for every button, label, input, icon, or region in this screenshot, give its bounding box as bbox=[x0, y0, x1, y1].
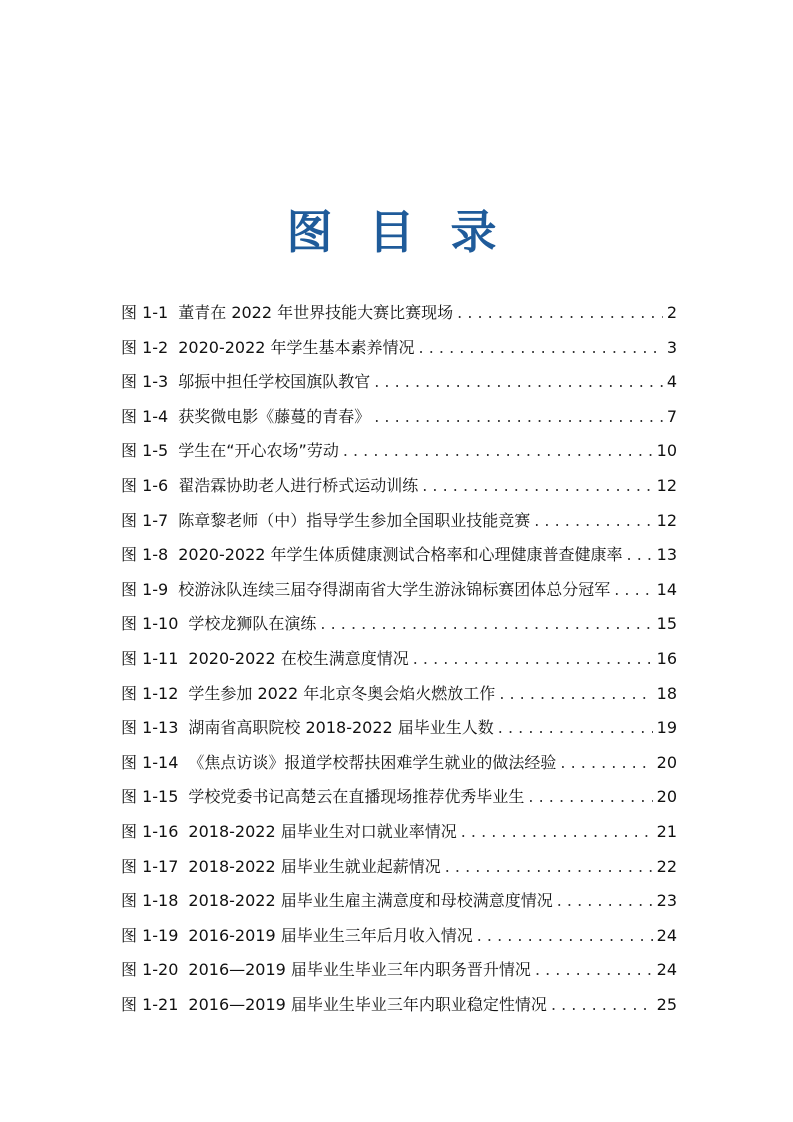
page-number: 25 bbox=[656, 994, 677, 1014]
figure-number: 图 1-12 bbox=[121, 683, 179, 703]
dot-leader bbox=[422, 469, 652, 504]
toc-entry-label bbox=[121, 607, 316, 642]
figure-caption: 获奖微电影《藤蔓的青春》 bbox=[178, 406, 371, 426]
page-number: 23 bbox=[656, 891, 677, 911]
figure-number: 图 1-5 bbox=[121, 441, 169, 461]
dot-leader bbox=[551, 988, 653, 1023]
toc-entry-label bbox=[121, 538, 623, 573]
figure-caption: 2020-2022 年学生基本素养情况 bbox=[178, 337, 415, 357]
toc-entry[interactable] bbox=[121, 988, 677, 1023]
dot-leader bbox=[627, 538, 653, 573]
dot-leader bbox=[457, 296, 663, 331]
toc-entry-label bbox=[121, 780, 524, 815]
toc-entry-label bbox=[121, 573, 610, 608]
figure-caption: 《焦点访谈》报道学校帮扶困难学生就业的做法经验 bbox=[188, 752, 557, 772]
dot-leader bbox=[557, 884, 653, 919]
toc-entry[interactable] bbox=[121, 400, 677, 435]
figure-number: 图 1-17 bbox=[121, 856, 179, 876]
toc-entry[interactable] bbox=[121, 884, 677, 919]
page-number: 2 bbox=[666, 303, 677, 322]
toc-entry[interactable] bbox=[121, 331, 677, 366]
figure-caption: 学生在“开心农场”劳动 bbox=[178, 441, 339, 461]
toc-entry-label bbox=[121, 365, 370, 400]
page-number: 19 bbox=[656, 718, 677, 738]
figure-caption: 2018-2022 届毕业生就业起薪情况 bbox=[188, 856, 441, 876]
dot-leader bbox=[419, 331, 663, 366]
dot-leader bbox=[528, 780, 652, 815]
figure-caption: 校游泳队连续三届夺得湖南省大学生游泳锦标赛团体总分冠军 bbox=[178, 579, 611, 599]
dot-leader bbox=[343, 434, 653, 469]
toc-entry-label bbox=[121, 815, 457, 850]
dot-leader bbox=[445, 850, 653, 885]
dot-leader bbox=[320, 607, 652, 642]
toc-entry[interactable] bbox=[121, 746, 677, 781]
toc-entry-label bbox=[121, 504, 530, 539]
dot-leader bbox=[560, 746, 652, 781]
figure-caption: 2016—2019 届毕业生毕业三年内职务晋升情况 bbox=[188, 960, 531, 980]
figure-caption: 学校党委书记高楚云在直播现场推荐优秀毕业生 bbox=[188, 787, 525, 807]
page-number: 12 bbox=[656, 475, 677, 495]
toc-entry[interactable] bbox=[121, 711, 677, 746]
dot-leader bbox=[498, 711, 653, 746]
figure-number: 图 1-7 bbox=[121, 510, 169, 530]
toc-entry-label bbox=[121, 469, 418, 504]
figure-caption: 2020-2022 在校生满意度情况 bbox=[188, 648, 409, 668]
figure-number: 图 1-10 bbox=[121, 614, 179, 634]
page-number: 14 bbox=[656, 579, 677, 599]
figure-caption: 学生参加 2022 年北京冬奥会焰火燃放工作 bbox=[188, 683, 496, 703]
toc-entry[interactable] bbox=[121, 919, 677, 954]
toc-entry-label bbox=[121, 711, 494, 746]
figure-caption: 2018-2022 届毕业生雇主满意度和母校满意度情况 bbox=[188, 891, 553, 911]
figure-number: 图 1-2 bbox=[121, 337, 169, 357]
dot-leader bbox=[413, 642, 653, 677]
figure-caption: 董青在 2022 年世界技能大赛比赛现场 bbox=[178, 303, 454, 322]
figure-number: 图 1-18 bbox=[121, 891, 179, 911]
toc-entry-label bbox=[121, 434, 339, 469]
page-number: 18 bbox=[656, 683, 677, 703]
toc-entry[interactable] bbox=[121, 296, 677, 331]
toc-entry-label bbox=[121, 400, 370, 435]
toc-entry-label bbox=[121, 850, 441, 885]
figure-caption: 陈章黎老师（中）指导学生参加全国职业技能竞赛 bbox=[178, 510, 531, 530]
page-number: 4 bbox=[666, 372, 677, 392]
toc-entry-label bbox=[121, 988, 547, 1023]
toc-entry-label bbox=[121, 953, 531, 988]
page-number: 13 bbox=[656, 545, 677, 565]
toc-entry[interactable] bbox=[121, 815, 677, 850]
figure-caption: 湖南省高职院校 2018-2022 届毕业生人数 bbox=[188, 718, 494, 738]
page-number: 10 bbox=[656, 441, 677, 461]
figure-caption: 2018-2022 届毕业生对口就业率情况 bbox=[188, 821, 457, 841]
figure-number: 图 1-3 bbox=[121, 372, 169, 392]
figure-number: 图 1-8 bbox=[121, 545, 169, 565]
figure-caption: 邬振中担任学校国旗队教官 bbox=[178, 372, 371, 392]
figure-caption: 2016-2019 届毕业生三年后月收入情况 bbox=[188, 925, 473, 945]
figure-number: 图 1-4 bbox=[121, 406, 169, 426]
dot-leader bbox=[374, 400, 663, 435]
page-number: 22 bbox=[656, 856, 677, 876]
page-number: 12 bbox=[656, 510, 677, 530]
figure-number: 图 1-1 bbox=[121, 303, 169, 322]
toc-entry[interactable] bbox=[121, 538, 677, 573]
toc-entry-label bbox=[121, 296, 453, 331]
dot-leader bbox=[534, 504, 652, 539]
toc-entry-label bbox=[121, 331, 415, 366]
figure-caption: 2016—2019 届毕业生毕业三年内职业稳定性情况 bbox=[188, 994, 547, 1014]
page-title: 图 目 录 bbox=[286, 205, 507, 259]
figure-number: 图 1-20 bbox=[121, 960, 179, 980]
toc-entry[interactable] bbox=[121, 953, 677, 988]
page-number: 15 bbox=[656, 614, 677, 634]
toc-entry[interactable] bbox=[121, 850, 677, 885]
page-number: 20 bbox=[656, 787, 677, 807]
toc-entry[interactable] bbox=[121, 642, 677, 677]
figure-number: 图 1-11 bbox=[121, 648, 179, 668]
figure-list bbox=[121, 296, 677, 1022]
figure-number: 图 1-9 bbox=[121, 579, 169, 599]
page-number: 20 bbox=[656, 752, 677, 772]
page-number: 16 bbox=[656, 648, 677, 668]
figure-caption: 翟浩霖协助老人进行桥式运动训练 bbox=[178, 475, 419, 495]
figure-number: 图 1-13 bbox=[121, 718, 179, 738]
toc-entry[interactable] bbox=[121, 434, 677, 469]
toc-entry[interactable] bbox=[121, 469, 677, 504]
toc-entry[interactable] bbox=[121, 365, 677, 400]
dot-leader bbox=[477, 919, 653, 954]
dot-leader bbox=[499, 677, 652, 712]
page-number: 24 bbox=[656, 960, 677, 980]
dot-leader bbox=[461, 815, 653, 850]
figure-number: 图 1-19 bbox=[121, 925, 179, 945]
figure-number: 图 1-16 bbox=[121, 821, 179, 841]
figure-number: 图 1-21 bbox=[121, 994, 179, 1014]
toc-entry-label bbox=[121, 884, 553, 919]
dot-leader bbox=[374, 365, 663, 400]
toc-entry[interactable] bbox=[121, 504, 677, 539]
toc-entry-label bbox=[121, 642, 409, 677]
toc-entry-label bbox=[121, 746, 556, 781]
figure-caption: 学校龙狮队在演练 bbox=[188, 614, 317, 634]
toc-entry-label bbox=[121, 677, 495, 712]
dot-leader bbox=[535, 953, 653, 988]
toc-entry[interactable] bbox=[121, 780, 677, 815]
page-number: 21 bbox=[656, 821, 677, 841]
figure-number: 图 1-6 bbox=[121, 475, 169, 495]
page-number: 7 bbox=[666, 406, 677, 426]
toc-entry[interactable] bbox=[121, 607, 677, 642]
page-number: 24 bbox=[656, 925, 677, 945]
toc-entry[interactable] bbox=[121, 677, 677, 712]
toc-entry-label bbox=[121, 919, 473, 954]
toc-entry[interactable] bbox=[121, 573, 677, 608]
figure-number: 图 1-15 bbox=[121, 787, 179, 807]
page-number: 3 bbox=[666, 337, 677, 357]
dot-leader bbox=[614, 573, 652, 608]
figure-caption: 2020-2022 年学生体质健康测试合格率和心理健康普查健康率 bbox=[178, 545, 623, 565]
figure-number: 图 1-14 bbox=[121, 752, 179, 772]
